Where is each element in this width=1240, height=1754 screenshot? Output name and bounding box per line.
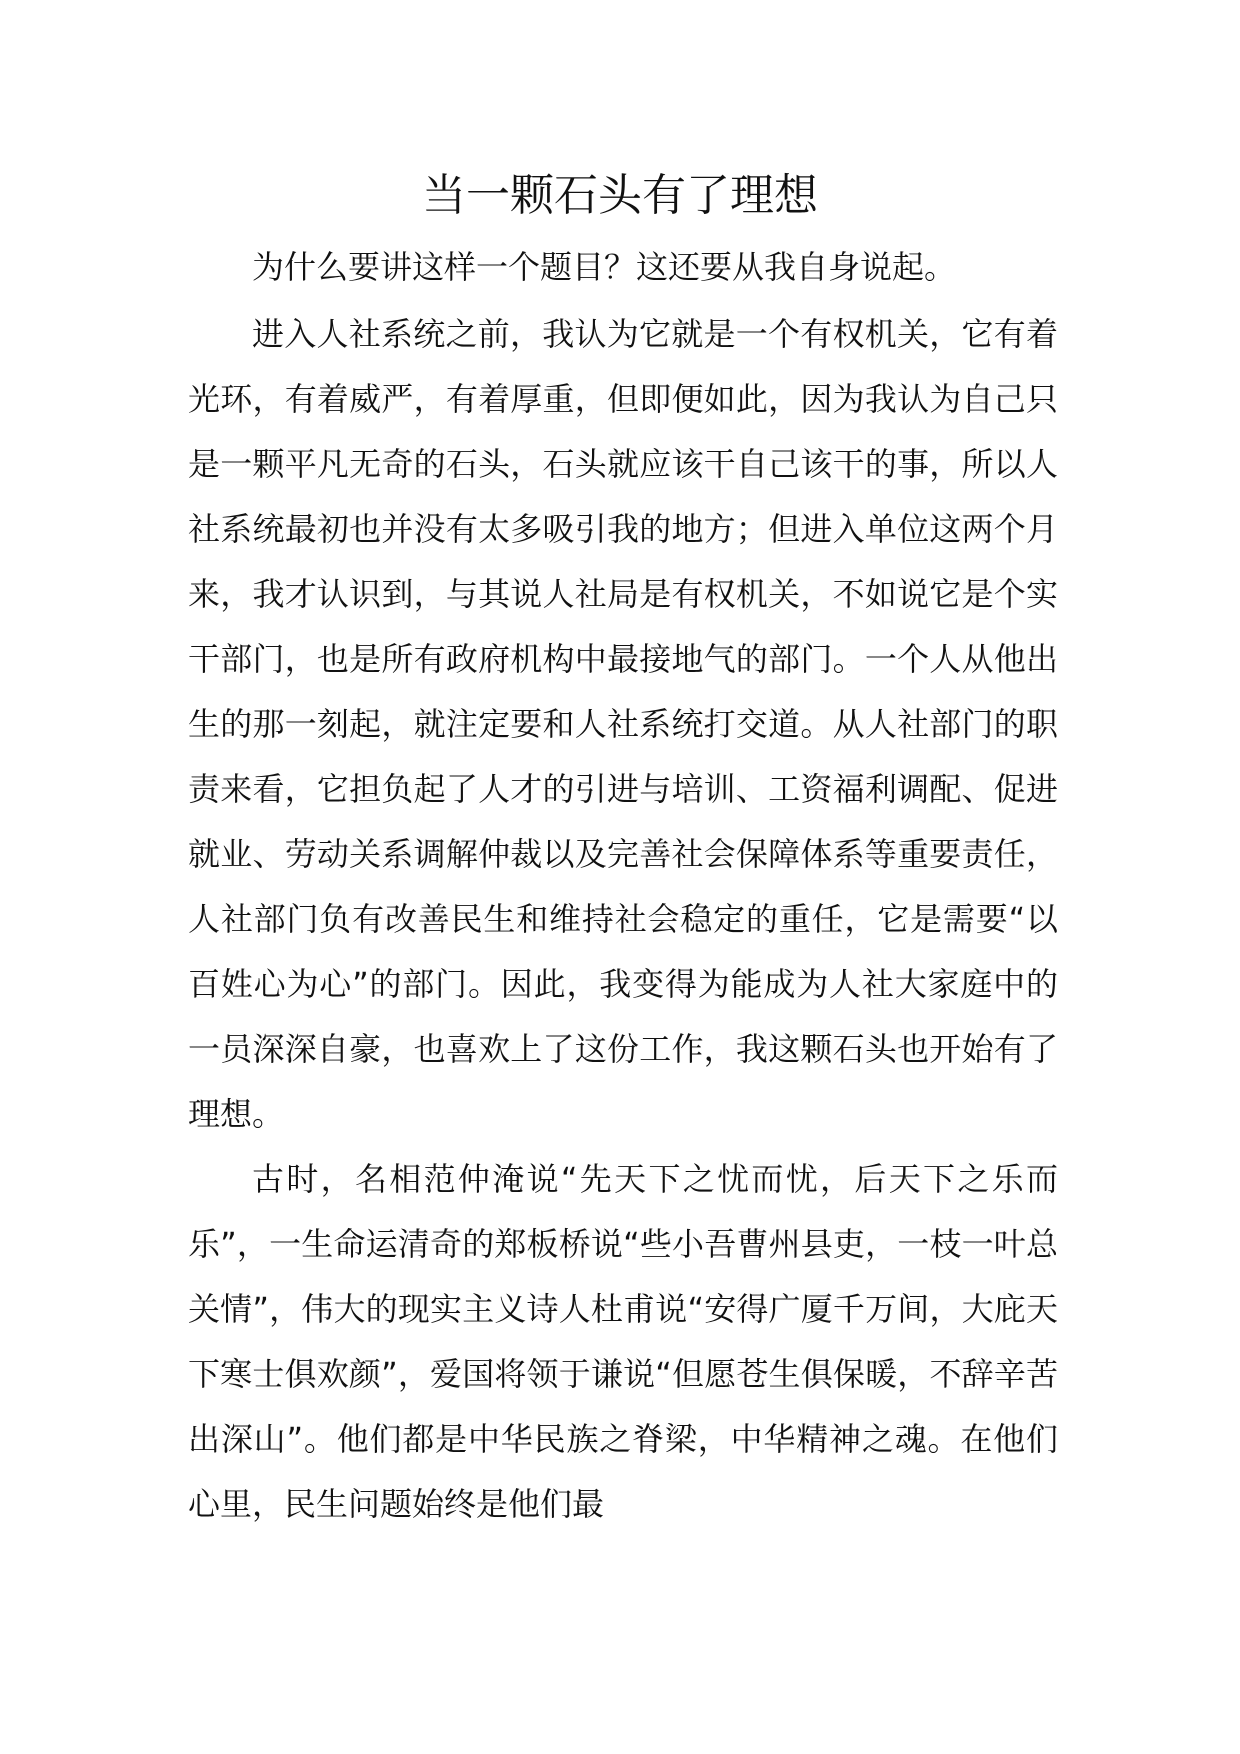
document-title: 当一颗石头有了理想 bbox=[422, 170, 818, 221]
document-body bbox=[188, 232, 1058, 1537]
paragraph-hrss-system: 进入人社系统之前，我认为它就是一个有权机关，它有着光环，有着威严，有着厚重，但即便如此，因为我认为自己只是一颗平凡无奇的石头，石头就应该干自己该干的事，所以人社系统最初也并没有太多吸引我的地方；但进入单位这两个月来，我才认识到，与其说人社局是有权机关，不如说它是个实干部门，也是所有政府机构中最接地气的部门。一个人从他出生的那一刻起，就注定要和人社系统打交道。从人社部门的职责来看，它担负起了人才的引进与培训、工资福利调配、促进就业、劳动关系调解仲裁以及完善社会保障体系等重要责任，人社部门负有改善民生和维持社会稳定的重任，它是需要“以百姓心为心”的部门。因此，我变得为能成为人社大家庭中的一员深深自豪，也喜欢上了这份工作，我这颗石头也开始有了理想。 bbox=[188, 315, 1058, 1133]
paragraph-intro: 为什么要讲这样一个题目？这还要从我自身说起。 bbox=[252, 248, 957, 286]
paragraph-ancient-figures: 古时，名相范仲淹说“先天下之忧而忧，后天下之乐而乐”，一生命运清奇的郑板桥说“些小吾曹州县吏，一枝一叶总关情”，伟大的现实主义诗人杜甫说“安得广厦千万间，大庇天下寒士俱欢颜”，爱国将领于谦说“但愿苍生俱保暖，不辞辛苦出深山”。他们都是中华民族之脊梁，中华精神之魂。在他们心里，民生问题始终是他们最 bbox=[188, 1160, 1058, 1523]
